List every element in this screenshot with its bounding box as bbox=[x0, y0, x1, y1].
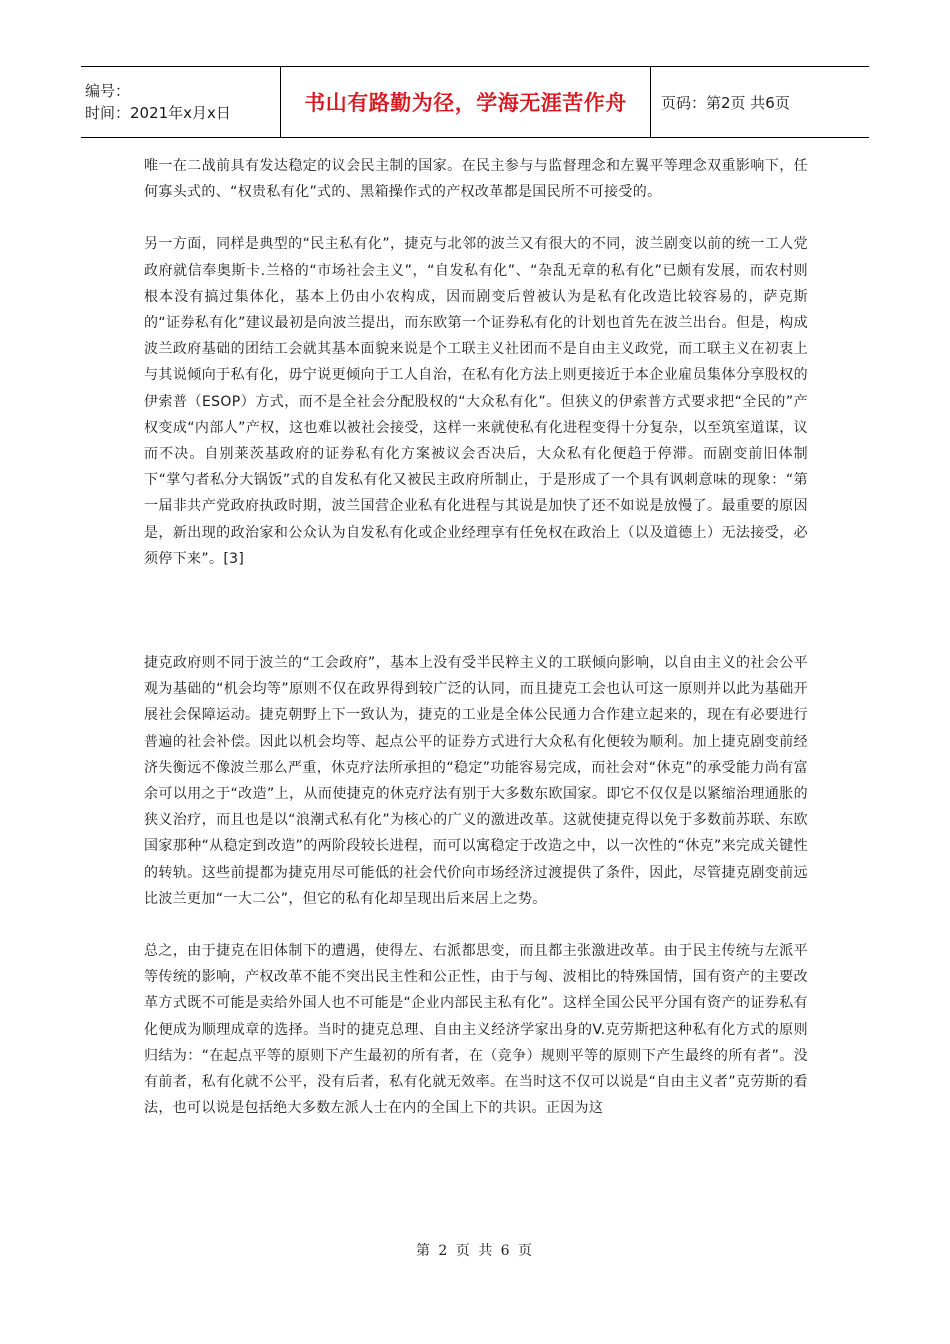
footer-page-number: 第 2 页 共 6 页 bbox=[415, 1243, 535, 1259]
paragraph: 捷克政府则不同于波兰的“工会政府”，基本上没有受半民粹主义的工联倾向影响，以自由主义的社会公平观为基础的“机会均等”原则不仅在政界得到较广泛的认同，而且捷克工会也认可这一原则并以此为基础开展社会保障运动。捷克朝野上下一致认为，捷克的工业是全体公民通力合作建立起来的，现在有必要进行普遍的社会补偿。因此以机会均等、起点公平的证券方式进行大众私有化便较为顺利。加上捷克剧变前经济失衡远不像波兰那么严重，休克疗法所承担的“稳定”功能容易完成，而社会对“休克”的承受能力尚有富余可以用之于“改造”上，从而使捷克的休克疗法有别于大多数东欧国家。即它不仅仅是以紧缩治理通胀的狭义治疗，而且也是以“浪潮式私有化”为核心的广义的激进改革。这就使捷克得以免于多数前苏联、东欧国家那种“从稳定到改造”的两阶段较长进程，而可以寓稳定于改造之中，以一次性的“休克”来完成关键性的转轨。这些前提都为捷克用尽可能低的社会代价向市场经济过渡提供了条件，因此，尽管捷克剧变前远比波兰更加“一大二公”，但它的私有化却呈现出后来居上之势。 bbox=[144, 655, 808, 907]
document-header bbox=[81, 66, 869, 138]
paragraph: 总之，由于捷克在旧体制下的遭遇，使得左、右派都思变，而且都主张激进改革。由于民主传统与左派平等传统的影响，产权改革不能不突出民主性和公正性，由于与匈、波相比的特殊国情，国有资产的主要改革方式既不可能是卖给外国人也不可能是“企业内部民主私有化”。这样全国公民平分国有资产的证券私有化便成为顺理成章的选择。当时的捷克总理、自由主义经济学家出身的V.克劳斯把这种私有化方式的原则归结为：“在起点平等的原则下产生最初的所有者，在（竞争）规则平等的原则下产生最终的所有者”。没有前者，私有化就不公平，没有后者，私有化就无效率。在当时这不仅可以说是“自由主义者”克劳斯的看法，也可以说是包括绝大多数左派人士在内的全国上下的共识。正因为这 bbox=[144, 943, 808, 1117]
header-meta-cell bbox=[81, 67, 281, 137]
paragraph: 另一方面，同样是典型的“民主私有化”，捷克与北邻的波兰又有很大的不同，波兰剧变以前的统一工人党政府就信奉奥斯卡.兰格的“市场社会主义”，“自发私有化”、“杂乱无章的私有化”已颇有发展，而农村则根本没有搞过集体化，基本上仍由小农构成，因而剧变后曾被认为是私有化改造比较容易的，萨克斯的“证券私有化”建议最初是向波兰提出，而东欧第一个证券私有化的计划也首先在波兰出台。但是，构成波兰政府基础的团结工会就其基本面貌来说是个工联主义社团而不是自由主义政党，而工联主义在初衷上与其说倾向于私有化，毋宁说更倾向于工人自治，在私有化方法上则更接近于本企业雇员集体分享股权的伊索普（ESOP）方式，而不是全社会分配股权的“大众私有化”。但狭义的伊索普方式要求把“全民的”产权变成“内部人”产权，这也难以被社会接受，这样一来就使私有化进程变得十分复杂，以至筑室道谋，议而不决。自别莱茨基政府的证券私有化方案被议会否决后，大众私有化便趋于停滞。而剧变前旧体制下“掌勺者私分大锅饭”式的自发私有化又被民主政府所制止，于是形成了一个具有讽刺意味的现象：“第一届非共产党政府执政时期，波兰国营企业私有化进程与其说是加快了还不如说是放慢了。最重要的原因是，新出现的政治家和公众认为自发私有化或企业经理享有任免权在政治上（以及道德上）无法接受，必须停下来”。[3] bbox=[144, 236, 808, 567]
header-motto: 书山有路勤为径，学海无涯苦作舟 bbox=[304, 91, 627, 115]
page-footer bbox=[0, 1240, 950, 1260]
document-date-label: 时间：2021年x月x日 bbox=[85, 104, 231, 122]
paragraph: 唯一在二战前具有发达稳定的议会民主制的国家。在民主参与与监督理念和左翼平等理念双重影响下，任何寡头式的、“权贵私有化”式的、黑箱操作式的产权改革都是国民所不可接受的。 bbox=[144, 158, 808, 201]
document-number-label: 编号： bbox=[85, 82, 131, 100]
header-motto-cell bbox=[281, 67, 651, 137]
document-body bbox=[144, 153, 808, 1122]
header-page-cell bbox=[651, 67, 869, 137]
header-page-info: 页码：第2页 共6页 bbox=[661, 93, 790, 112]
